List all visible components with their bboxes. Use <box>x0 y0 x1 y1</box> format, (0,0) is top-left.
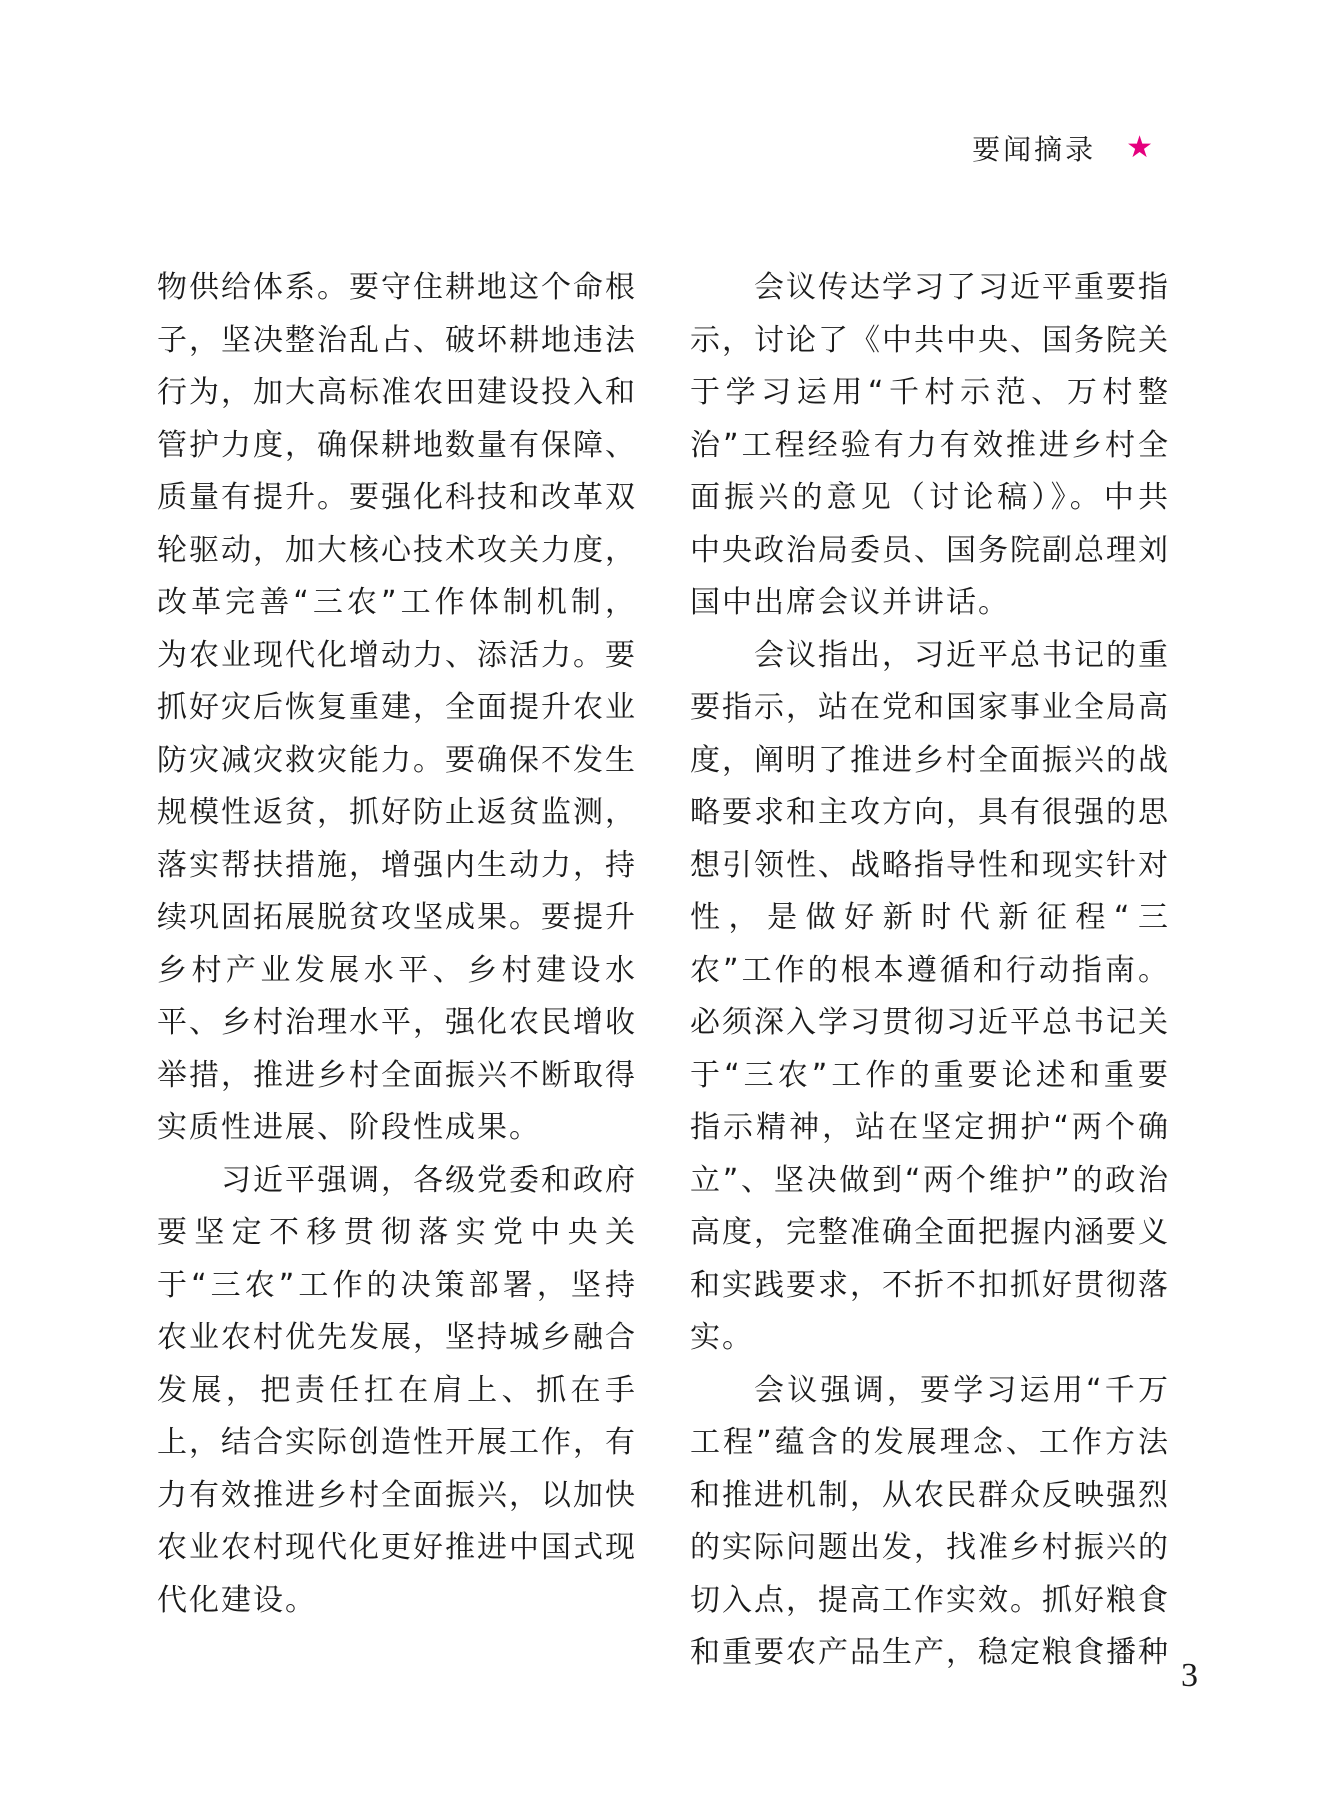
right-paragraph-2: 会议指出，习近平总书记的重要指示，站在党和国家事业全局高度，阐明了推进乡村全面振兴的战略要求和主攻方向，具有很强的思想引领性、战略指导性和现实针对性，是做好新时代新征程“三农”工作的根本遵循和行动指南。必须深入学习贯彻习近平总书记关于“三农”工作的重要论述和重要指示精神，站在坚定拥护“两个确立”、坚决做到“两个维护”的政治高度，完整准确全面把握内涵要义和实践要求，不折不扣抓好贯彻落实。 <box>690 637 1170 1355</box>
left-column <box>157 262 637 1627</box>
star-icon: ★ <box>1126 130 1153 165</box>
right-column <box>690 262 1170 1680</box>
left-paragraph-1: 物供给体系。要守住耕地这个命根子，坚决整治乱占、破坏耕地违法行为，加大高标准农田建设投入和管护力度，确保耕地数量有保障、质量有提升。要强化科技和改革双轮驱动，加大核心技术攻关力度，改革完善“三农”工作体制机制，为农业现代化增动力、添活力。要抓好灾后恢复重建，全面提升农业防灾减灾救灾能力。要确保不发生规模性返贫，抓好防止返贫监测，落实帮扶措施，增强内生动力，持续巩固拓展脱贫攻坚成果。要提升乡村产业发展水平、乡村建设水平、乡村治理水平，强化农民增收举措，推进乡村全面振兴不断取得实质性进展、阶段性成果。 <box>157 270 637 1145</box>
right-paragraph-3: 会议强调，要学习运用“千万工程”蕴含的发展理念、工作方法和推进机制，从农民群众反映强烈的实际问题出发，找准乡村振兴的切入点，提高工作实效。抓好粮食和重要农产品生产，稳定粮食播种 <box>690 1372 1170 1670</box>
section-title: 要闻摘录 <box>972 133 1097 166</box>
page-header <box>972 128 1153 168</box>
left-paragraph-2: 习近平强调，各级党委和政府要坚定不移贯彻落实党中央关于“三农”工作的决策部署，坚持农业农村优先发展，坚持城乡融合发展，把责任扛在肩上、抓在手上，结合实际创造性开展工作，有力有效推进乡村全面振兴，以加快农业农村现代化更好推进中国式现代化建设。 <box>157 1162 637 1618</box>
right-paragraph-1: 会议传达学习了习近平重要指示，讨论了《中共中央、国务院关于学习运用“千村示范、万村整治”工程经验有力有效推进乡村全面振兴的意见（讨论稿）》。中共中央政治局委员、国务院副总理刘国中出席会议并讲话。 <box>690 270 1170 620</box>
page-number: 3 <box>1181 1657 1198 1694</box>
